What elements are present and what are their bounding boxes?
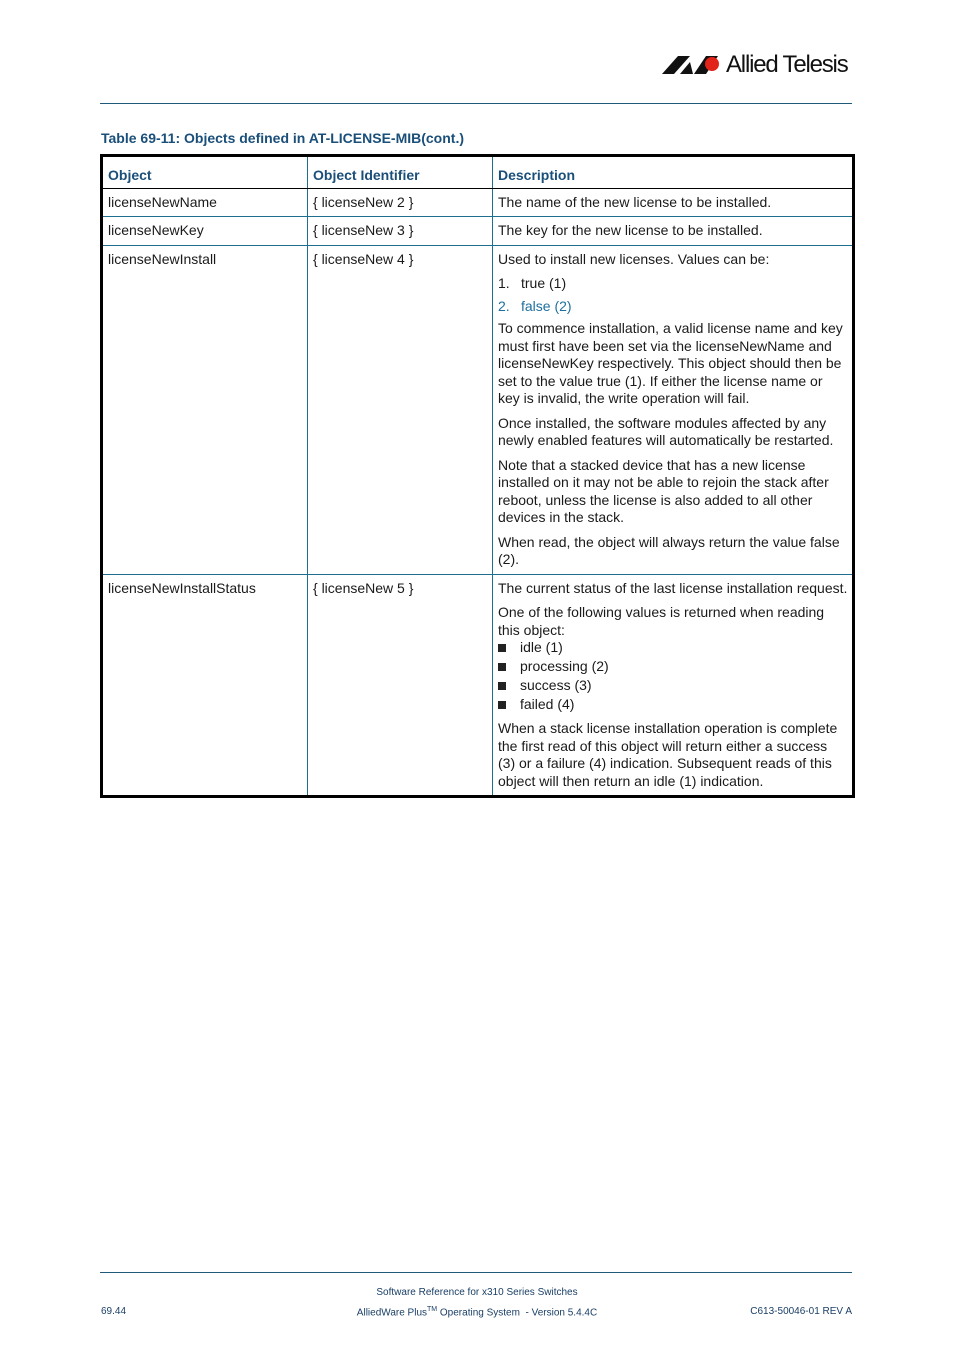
list-item — [498, 639, 848, 656]
column-header-description: Description — [493, 156, 854, 189]
list-item-text: success (3) — [520, 677, 592, 693]
description-cell — [493, 245, 854, 574]
object-cell: licenseNewName — [102, 188, 308, 217]
table-row — [102, 217, 854, 246]
list-item-text: processing (2) — [520, 658, 609, 674]
list-item — [498, 298, 848, 316]
table-caption: Table 69-11: Objects defined in AT-LICENSE-MIB(cont.) — [101, 130, 465, 146]
footer-product: AlliedWare Plus — [356, 1307, 428, 1319]
square-bullet-icon — [498, 701, 506, 709]
trademark-mark: TM — [427, 1306, 438, 1313]
oid-cell: { licenseNew 4 } — [308, 245, 493, 574]
values-list — [498, 275, 848, 315]
column-header-object: Object — [102, 156, 308, 189]
header-divider — [100, 103, 852, 104]
list-item — [498, 677, 848, 694]
objects-table — [100, 154, 855, 798]
description-cell — [493, 217, 854, 246]
footer-version: Operating System - Version 5.4.4C — [437, 1307, 598, 1319]
description-text: When a stack license installation operation is complete the first read of this object will return either a success (3) or a failure (4) indication. Subsequent reads of this object will then return an idle (1) indication. — [498, 720, 838, 789]
list-item-text: failed (4) — [520, 696, 575, 712]
description-text: The key for the new license to be installed. — [498, 222, 763, 238]
table-row — [102, 245, 854, 574]
table-header-row — [102, 156, 854, 189]
allied-telesis-logo — [660, 50, 855, 80]
object-cell: licenseNewInstallStatus — [102, 574, 308, 797]
description-text: Once installed, the software modules affected by any newly enabled features will automatically be restarted. — [498, 414, 834, 448]
list-item-text: idle (1) — [520, 639, 563, 655]
square-bullet-icon — [498, 682, 506, 690]
description-cell — [493, 574, 854, 797]
footer-divider — [100, 1272, 852, 1273]
oid-cell: { licenseNew 5 } — [308, 574, 493, 797]
table-row — [102, 574, 854, 797]
description-text: Used to install new licenses. Values can be: — [498, 250, 770, 267]
description-text: The current status of the last license installation request. — [498, 579, 848, 596]
list-item-text: true (1) — [521, 275, 567, 291]
list-item — [498, 658, 848, 675]
object-cell: licenseNewInstall — [102, 245, 308, 574]
square-bullet-icon — [498, 663, 506, 671]
object-cell: licenseNewKey — [102, 217, 308, 246]
page-number: 69.44 — [101, 1306, 127, 1317]
oid-cell: { licenseNew 2 } — [308, 188, 493, 217]
description-cell — [493, 188, 854, 217]
document-id: C613-50046-01 REV A — [750, 1306, 852, 1317]
oid-cell: { licenseNew 3 } — [308, 217, 493, 246]
allied-telesis-mark-icon — [660, 50, 726, 80]
logo-text: Allied Telesis — [726, 51, 848, 78]
list-number: 1. — [498, 275, 510, 291]
list-item-text: false (2) — [521, 297, 572, 314]
list-item — [498, 275, 848, 293]
description-text: One of the following values is returned when reading this object: — [498, 604, 825, 638]
status-values-list — [498, 639, 848, 713]
footer-title: Software Reference for x310 Series Switches — [376, 1287, 578, 1298]
column-header-object-identifier: Object Identifier — [308, 156, 493, 189]
table-row — [102, 188, 854, 217]
list-number: 2. — [498, 297, 510, 314]
description-text: To commence installation, a valid license name and key must first have been set via the licenseNewName and licenseNewKey respectively. This object should then be set to the value true (1). If either the license name or key is invalid, the write operation will fail. — [498, 320, 843, 406]
description-text: Note that a stacked device that has a new license installed on it may not be able to rejoin the stack after reboot, unless the license is also added to all other devices in the stack. — [498, 456, 829, 525]
description-text: The name of the new license to be installed. — [498, 193, 772, 210]
square-bullet-icon — [498, 644, 506, 652]
description-text: When read, the object will always return the value false (2). — [498, 533, 840, 567]
list-item — [498, 696, 848, 713]
